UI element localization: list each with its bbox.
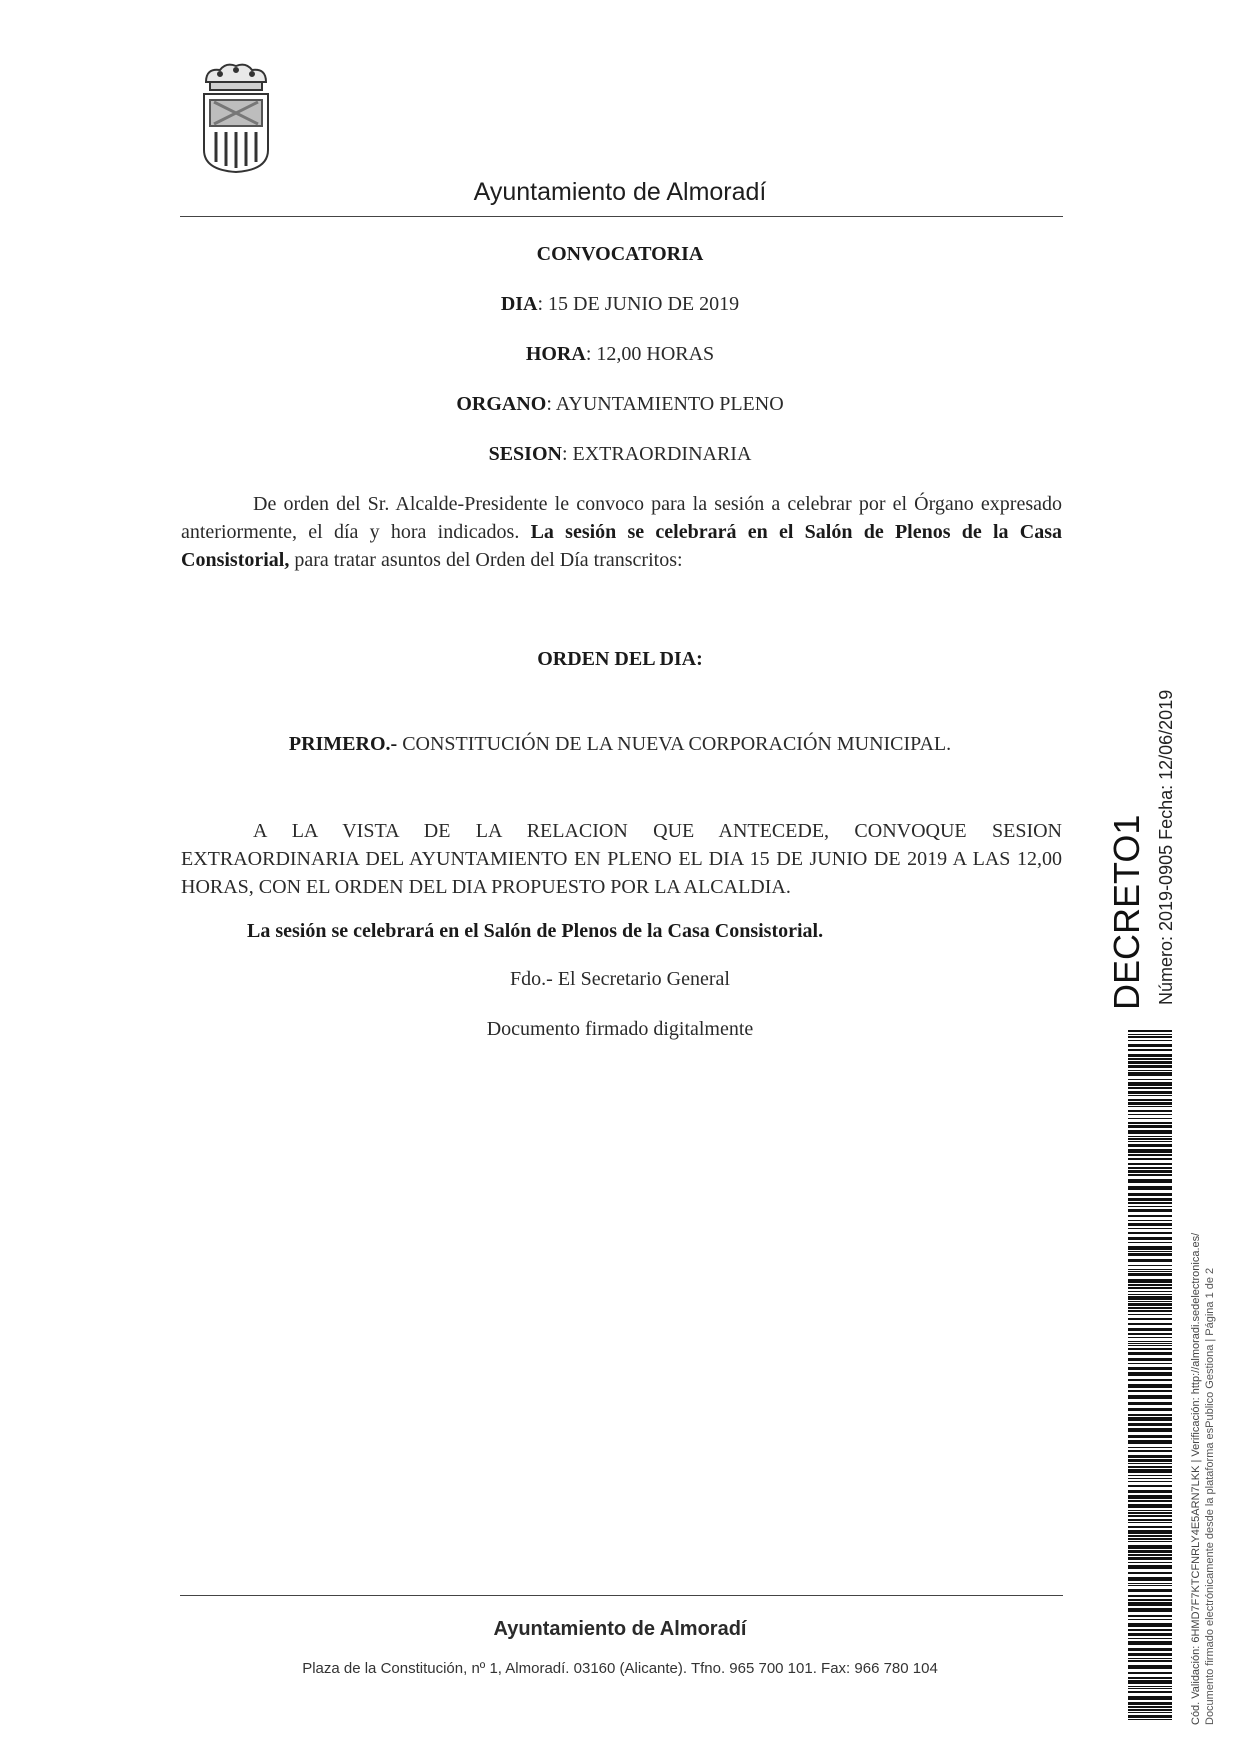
barcode-bar [1128,1423,1172,1426]
barcode-bar [1128,1141,1172,1142]
barcode-bar [1128,1136,1172,1137]
barcode-bar [1128,1301,1172,1302]
verification-code: Cód. Validación: 6HMD7F7KTCFNRLY4E5ARN7LKK | Verificación: http://almoradi.sedelectronica.es/ [1190,1232,1202,1725]
barcode-bar [1128,1541,1172,1542]
barcode-bar [1128,1036,1172,1038]
barcode-bar [1128,1030,1172,1032]
barcode-bar [1128,1125,1172,1128]
barcode-bar [1128,1623,1172,1627]
header-title: Ayuntamiento de Almoradí [473,178,767,206]
barcode-bar [1128,1271,1172,1272]
barcode-bar [1128,1318,1172,1320]
electronic-signature-note: Documento firmado electrónicamente desde la plataforma esPublico Gestiona | Página 1 de 2 [1204,1267,1216,1725]
barcode-bar [1128,1712,1172,1713]
barcode-bar [1128,1259,1172,1262]
location-statement: La sesión se celebrará en el Salón de Plenos de la Casa Consistorial. [247,920,824,942]
barcode-bar [1128,1061,1172,1064]
barcode-bar [1128,1091,1172,1094]
barcode-bar [1128,1158,1172,1160]
barcode-bar [1128,1602,1172,1606]
barcode-bar [1128,1535,1172,1537]
barcode-bar [1128,1328,1172,1331]
barcode-bar [1128,1633,1172,1636]
barcode-bar [1128,1583,1172,1584]
barcode-bar [1128,1550,1172,1553]
barcode-bar [1128,1110,1172,1112]
barcode-bar [1128,1242,1172,1243]
resolution-paragraph: A LA VISTA DE LA RELACION QUE ANTECEDE, CONVOQUE SESION EXTRAORDINARIA DEL AYUNTAMIENTO EN PLENO EL DIA 15 DE JUNIO DE 2019 A LAS 12,00 HORAS, CON EL ORDEN DEL DIA PROPUESTO POR LA ALCALDIA. [181,820,1062,898]
barcode-bar [1128,1079,1172,1080]
barcode-bar [1128,1565,1172,1569]
barcode-bar [1128,1106,1172,1107]
barcode-bar [1128,1691,1172,1693]
barcode-bar [1128,1167,1172,1169]
barcode-bar [1128,1303,1172,1306]
barcode-bar [1128,1572,1172,1574]
barcode-bar [1128,1709,1172,1711]
barcode-bar [1128,1118,1172,1119]
barcode-bar [1128,1049,1172,1051]
decreto-stamp: DECRETO1 [1106,814,1147,1010]
barcode-bar [1128,1595,1172,1597]
barcode-bar [1128,1519,1172,1521]
barcode-bar [1128,1459,1172,1462]
sesion-line: SESION: EXTRAORDINARIA [488,443,752,465]
barcode-bar [1128,1269,1172,1270]
footer-title: Ayuntamiento de Almoradí [493,1618,747,1640]
barcode-bar [1128,1545,1172,1549]
barcode-bar [1128,1715,1172,1718]
barcode-bar [1128,1279,1172,1283]
barcode-bar [1128,1054,1172,1057]
barcode-bar [1128,1538,1172,1540]
barcode-bar [1128,1138,1172,1140]
barcode-bar [1128,1440,1172,1444]
barcode-bar [1128,1363,1172,1364]
barcode-bar [1128,1660,1172,1662]
barcode-bar [1128,1087,1172,1089]
barcode-bar [1128,1599,1172,1601]
barcode-bar [1128,1500,1172,1502]
barcode-bar [1128,1495,1172,1499]
barcode-bar [1128,1677,1172,1679]
barcode-bar [1128,1082,1172,1086]
barcode-bar [1128,1428,1172,1432]
barcode-bar [1128,1202,1172,1204]
barcode-bar [1128,1337,1172,1338]
barcode-bar [1128,1619,1172,1620]
barcode-bar [1128,1615,1172,1617]
barcode-bar [1128,1265,1172,1266]
barcode-bar [1128,1447,1172,1448]
barcode-bar [1128,1490,1172,1493]
digital-signature-note: Documento firmado digitalmente [486,1018,754,1040]
barcode-bar [1128,1223,1172,1226]
barcode-bar [1128,1608,1172,1612]
barcode-bar [1128,1653,1172,1656]
barcode-bar [1128,1455,1172,1458]
barcode-bar [1128,1352,1172,1355]
barcode-bar [1128,1323,1172,1325]
header-divider [180,216,1063,217]
barcode-bar [1128,1686,1172,1687]
barcode-bar [1128,1466,1172,1468]
barcode-bar [1128,1095,1172,1096]
barcode-bar [1128,1719,1172,1720]
barcode-bar [1128,1526,1172,1528]
barcode-bar [1128,1186,1172,1190]
barcode-bar [1128,1485,1172,1487]
barcode-bar [1128,1702,1172,1705]
barcode-bar [1128,1648,1172,1651]
orden-del-dia-title: ORDEN DEL DIA: [537,648,703,670]
barcode-bar [1128,1291,1172,1292]
barcode-bar [1128,1348,1172,1350]
barcode-bar [1128,1469,1172,1473]
barcode-bar [1128,1179,1172,1183]
barcode-bar [1128,1665,1172,1669]
barcode-bar [1128,1379,1172,1381]
barcode-bar [1128,1504,1172,1508]
barcode-bar [1128,1284,1172,1286]
barcode-bar [1128,1220,1172,1221]
barcode-bar [1128,1384,1172,1388]
barcode-bar [1128,1065,1172,1068]
barcode-bar [1128,1251,1172,1252]
barcode-bar [1128,1562,1172,1563]
barcode-bar [1128,1296,1172,1300]
barcode-bar [1128,1072,1172,1076]
barcode-bar [1128,1246,1172,1250]
footer-divider [180,1595,1063,1596]
barcode-bar [1128,1414,1172,1416]
barcode [1128,1030,1172,1720]
barcode-bar [1128,1273,1172,1276]
barcode-bar [1128,1174,1172,1176]
barcode-bar [1128,1314,1172,1315]
barcode-bar [1128,1402,1172,1405]
barcode-bar [1128,1044,1172,1047]
barcode-bar [1128,1333,1172,1335]
barcode-bar [1128,1557,1172,1560]
signature-line: Fdo.- El Secretario General [510,968,730,990]
barcode-bar [1128,1040,1172,1041]
barcode-bar [1128,1228,1172,1229]
barcode-bar [1128,1395,1172,1399]
barcode-bar [1128,1099,1172,1101]
barcode-bar [1128,1372,1172,1376]
barcode-bar [1128,1522,1172,1523]
barcode-bar [1128,1149,1172,1153]
barcode-bar [1128,1478,1172,1479]
barcode-bar [1128,1577,1172,1581]
barcode-bar [1128,1122,1172,1124]
organo-line: ORGANO: AYUNTAMIENTO PLENO [456,393,784,415]
barcode-bar [1128,1463,1172,1464]
barcode-bar [1128,1163,1172,1165]
barcode-bar [1128,1345,1172,1346]
barcode-bar [1128,1154,1172,1156]
barcode-bar [1128,1696,1172,1700]
barcode-bar [1128,1130,1172,1134]
barcode-bar [1128,1515,1172,1517]
orden-item-primero: PRIMERO.- CONSTITUCIÓN DE LA NUEVA CORPORACIÓN MUNICIPAL. [288,733,952,755]
barcode-bar [1128,1475,1172,1476]
barcode-bar [1128,1658,1172,1659]
barcode-bar [1128,1310,1172,1312]
barcode-bar [1128,1215,1172,1217]
barcode-bar [1128,1294,1172,1295]
hora-line: HORA: 12,00 HORAS [525,343,715,365]
barcode-bar [1128,1206,1172,1207]
barcode-bar [1128,1706,1172,1708]
barcode-bar [1128,1641,1172,1645]
barcode-bar [1128,1237,1172,1240]
footer-address: Plaza de la Constitución, nº 1, Almoradí. 03160 (Alicante). Tfno. 965 700 101. Fax: 966 780 104 [302,1660,938,1677]
coat-of-arms-logo [200,62,272,174]
barcode-bar [1128,1102,1172,1105]
barcode-bar [1128,1307,1172,1309]
barcode-bar [1128,1287,1172,1289]
barcode-bar [1128,1450,1172,1452]
barcode-bar [1128,1209,1172,1212]
barcode-bar [1128,1481,1172,1482]
barcode-bar [1128,1408,1172,1411]
barcode-bar [1128,1341,1172,1342]
barcode-bar [1128,1680,1172,1684]
barcode-bar [1128,1034,1172,1035]
barcode-bar [1128,1170,1172,1173]
barcode-bar [1128,1435,1172,1438]
barcode-bar [1128,1144,1172,1147]
barcode-bar [1128,1585,1172,1586]
barcode-bar [1128,1367,1172,1370]
barcode-bar [1128,1672,1172,1674]
barcode-bar [1128,1638,1172,1639]
decreto-number-date: Número: 2019-0905 Fecha: 12/06/2019 [1156,689,1176,1005]
barcode-bar [1128,1417,1172,1421]
barcode-bar [1128,1058,1172,1060]
barcode-bar [1128,1510,1172,1511]
barcode-bar [1128,1688,1172,1689]
barcode-bar [1128,1589,1172,1592]
barcode-bar [1128,1554,1172,1556]
barcode-bar [1128,1193,1172,1196]
barcode-bar [1128,1253,1172,1256]
barcode-bar [1128,1530,1172,1534]
barcode-bar [1128,1629,1172,1631]
barcode-bar [1128,1358,1172,1361]
barcode-bar [1128,1390,1172,1392]
barcode-bar [1128,1114,1172,1115]
barcode-bar [1128,1512,1172,1514]
barcode-bar [1128,1198,1172,1201]
intro-paragraph: De orden del Sr. Alcalde-Presidente le convoco para la sesión a celebrar por el Órgano expresado anteriormente, el día y hora indicados. La sesión se celebrará en el Salón de Plenos de la Casa Consistorial, para tratar asuntos del Orden del Día transcritos: [181,493,1063,571]
dia-line: DIA: 15 DE JUNIO DE 2019 [500,293,740,315]
barcode-bar [1128,1232,1172,1234]
barcode-bar [1128,1070,1172,1071]
barcode-bar [1128,1343,1172,1344]
convocatoria-title: CONVOCATORIA [536,243,704,265]
